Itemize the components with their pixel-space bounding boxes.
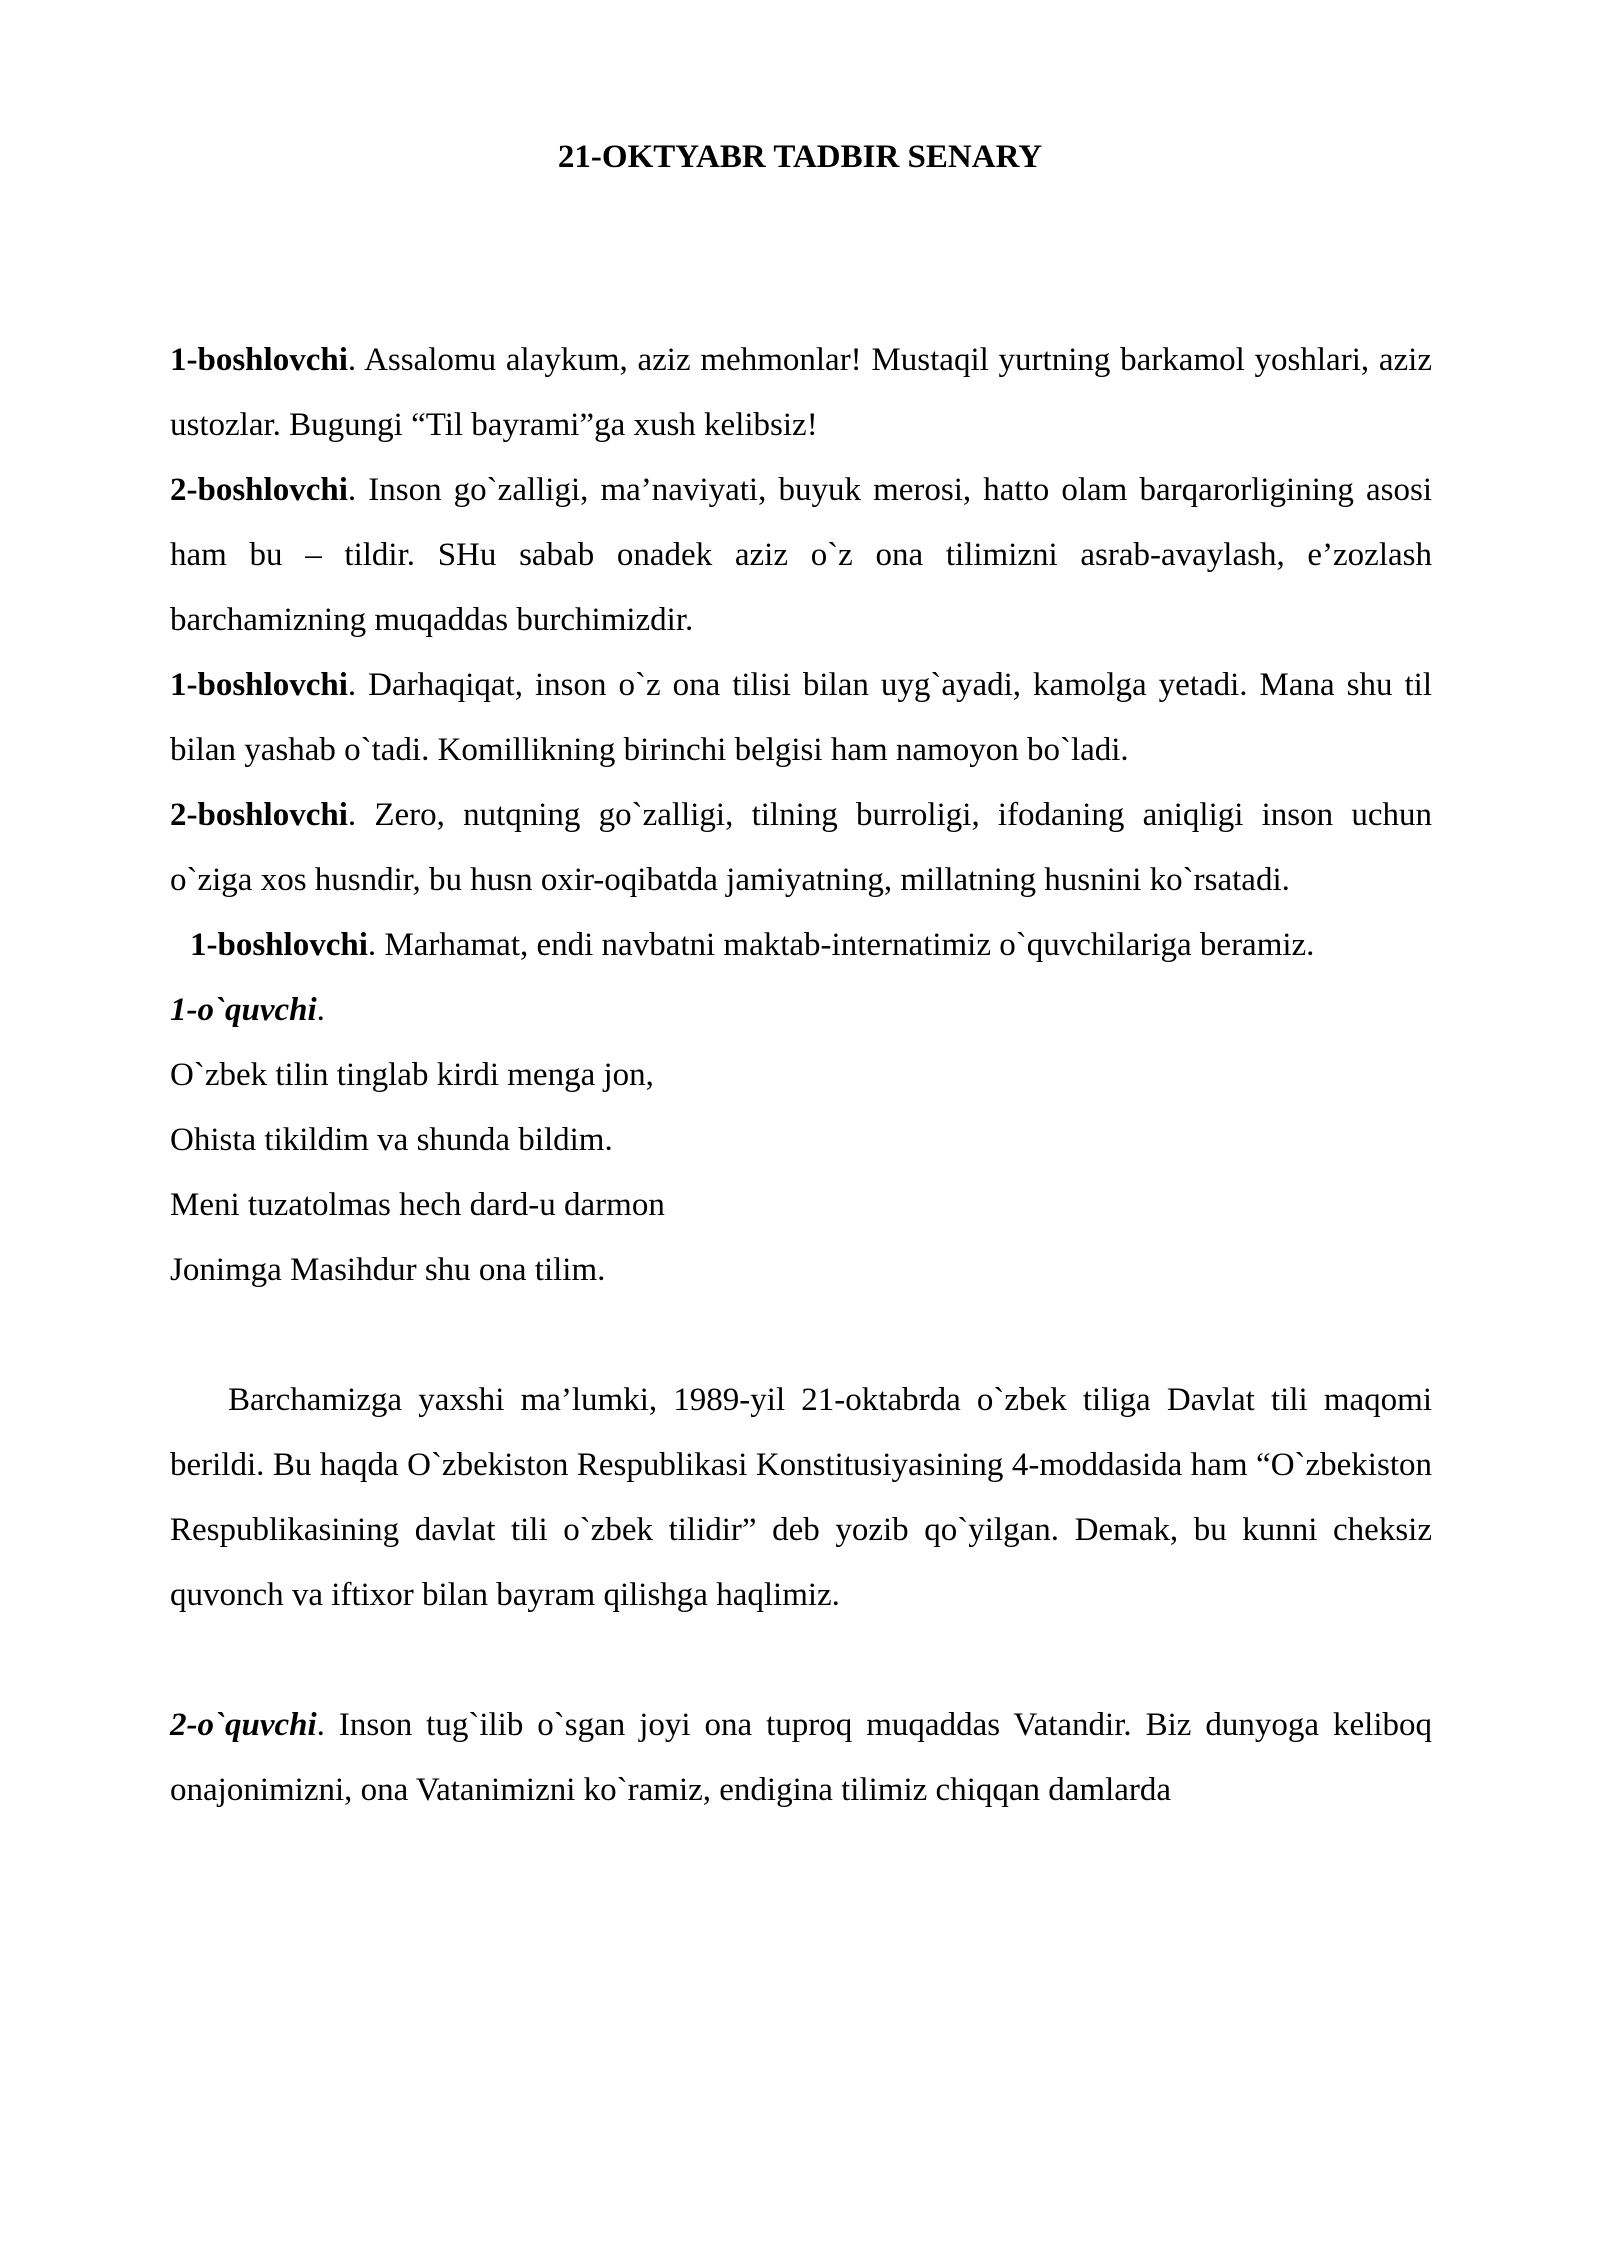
paragraph-text: . Inson tug`ilib o`sgan joyi ona tuproq muqaddas Vatandir. Biz dunyoga keliboq onajonimizni, ona Vatanimizni ko`ramiz, endigina tilimiz chiqqan damlarda (170, 1707, 1432, 1808)
poem-line: Ohista tikildim va shunda bildim. (170, 1122, 613, 1158)
poem-line: O`zbek tilin tinglab kirdi menga jon, (170, 1057, 654, 1093)
speaker-label: 1-boshlovchi (170, 342, 348, 378)
paragraph-gap (170, 1303, 1432, 1368)
paragraph-host1-mother-tongue (170, 653, 1432, 783)
speaker-suffix: . (316, 992, 325, 1028)
speaker-label: 2-boshlovchi (170, 472, 348, 508)
paragraph-student2 (170, 1693, 1432, 1823)
paragraph-host2-language (170, 458, 1432, 653)
paragraph-text: . Inson go`zalligi, ma’naviyati, buyuk merosi, hatto olam barqarorligining asosi ham bu – tildir. SHu sabab onadek aziz o`z ona tilimizni asrab-avaylash, e’zozlash barchamizning muqaddas burchimizdir. (170, 472, 1432, 638)
speaker-label: 2-o`quvchi (170, 1707, 317, 1743)
paragraph-text: . Darhaqiqat, inson o`z ona tilisi bilan uyg`ayadi, kamolga yetadi. Mana shu til bilan yashab o`tadi. Komillikning birinchi belgisi ham namoyon bo`ladi. (170, 667, 1432, 768)
paragraph-text: . Zero, nutqning go`zalligi, tilning burroligi, ifodaning aniqligi inson uchun o`ziga xos husndir, bu husn oxir-oqibatda jamiyatning, millatning husnini ko`rsatadi. (170, 797, 1432, 898)
paragraph-host1-greeting (170, 328, 1432, 458)
paragraph-host1-invitation (170, 913, 1432, 978)
speaker-label: 1-o`quvchi (170, 992, 317, 1028)
document-body (170, 328, 1432, 1823)
document-title: 21-OKTYABR TADBIR SENARY (557, 139, 1043, 175)
paragraph-gap (170, 1628, 1432, 1693)
speaker-label: 1-boshlovchi (190, 927, 368, 963)
paragraph-text: . Assalomu alaykum, aziz mehmonlar! Mustaqil yurtning barkamol yoshlari, aziz ustozlar. Bugungi “Til bayrami”ga xush kelibsiz! (170, 342, 1432, 443)
paragraph-text: . Marhamat, endi navbatni maktab-internatimiz o`quvchilariga beramiz. (367, 927, 1315, 963)
poem-line: Meni tuzatolmas hech dard-u darmon (170, 1187, 665, 1223)
poem-line: Jonimga Masihdur shu ona tilim. (170, 1252, 606, 1288)
paragraph-host2-speech (170, 783, 1432, 913)
paragraph-narration: Barchamizga yaxshi ma’lumki, 1989-yil 21-oktabrda o`zbek tiliga Davlat tili maqomi berildi. Bu haqda O`zbekiston Respublikasi Konstitusiyasining 4-moddasida ham “O`zbekiston Respublikasining davlat tili o`zbek tilidir” deb yozib qo`yilgan. Demak, bu kunni cheksiz quvonch va iftixor bilan bayram qilishga haqlimiz. (170, 1382, 1432, 1613)
poem-speaker (170, 978, 1432, 1043)
speaker-label: 1-boshlovchi (170, 667, 348, 703)
speaker-label: 2-boshlovchi (170, 797, 348, 833)
